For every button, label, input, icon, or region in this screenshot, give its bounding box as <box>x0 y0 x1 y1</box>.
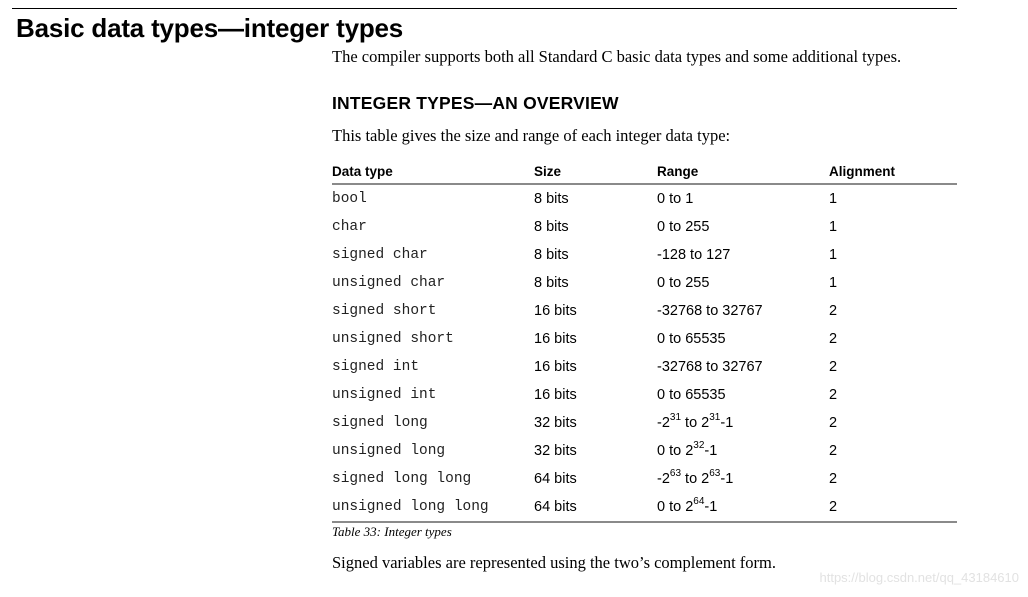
cell-size: 64 bits <box>534 493 657 522</box>
cell-size: 16 bits <box>534 331 577 347</box>
top-rule <box>12 8 957 9</box>
table-row <box>332 381 957 409</box>
cell-range: 0 to 1 <box>657 191 694 207</box>
table-row <box>332 297 957 325</box>
table-row <box>332 409 957 437</box>
cell-alignment: 2 <box>829 415 838 431</box>
cell-range: 0 to 255 <box>657 275 710 291</box>
cell-alignment: 2 <box>829 493 957 522</box>
cell-range: -32768 to 32767 <box>657 303 763 319</box>
cell-alignment: 2 <box>829 387 838 403</box>
table-row <box>332 325 957 353</box>
watermark-url: https://blog.csdn.net/qq_43184610 <box>819 570 1019 585</box>
cell-alignment: 1 <box>829 275 838 291</box>
cell-size: 8 bits <box>534 191 569 207</box>
cell-alignment: 2 <box>829 359 838 375</box>
integer-types-table <box>332 159 957 523</box>
table-row <box>332 269 957 297</box>
intro-paragraph: The compiler supports both all Standard C basic data types and some additional types. <box>332 47 902 66</box>
header-range: Range <box>657 159 829 184</box>
cell-size: 32 bits <box>534 415 577 431</box>
cell-data-type: bool <box>332 191 367 207</box>
cell-alignment: 2 <box>829 331 838 347</box>
cell-size: 8 bits <box>534 247 569 263</box>
cell-data-type: signed long long <box>332 471 472 487</box>
cell-size: 8 bits <box>534 275 569 291</box>
cell-range: 0 to 255 <box>657 219 710 235</box>
header-alignment: Alignment <box>829 159 957 184</box>
table-header-row <box>332 159 957 184</box>
cell-alignment: 1 <box>829 191 838 207</box>
cell-range: 0 to $2^{64}-1$ <box>657 493 829 522</box>
cell-data-type: unsigned int <box>332 387 437 403</box>
cell-data-type: unsigned long long <box>332 493 534 522</box>
header-data-type: Data type <box>332 159 534 184</box>
section-heading: INTEGER TYPES—AN OVERVIEW <box>332 93 619 113</box>
cell-range: $-2^{63}$ to $2^{63}-1$ <box>657 468 734 487</box>
cell-alignment: 2 <box>829 471 838 487</box>
cell-size: 16 bits <box>534 303 577 319</box>
page-title: Basic data types—integer types <box>16 13 404 43</box>
cell-data-type: char <box>332 219 367 235</box>
cell-range: 0 to 65535 <box>657 387 726 403</box>
table-row <box>332 353 957 381</box>
cell-data-type: signed int <box>332 359 420 375</box>
table-row <box>332 213 957 241</box>
cell-range: $-2^{31}$ to $2^{31}-1$ <box>657 412 734 431</box>
cell-size: 16 bits <box>534 387 577 403</box>
cell-alignment: 2 <box>829 443 838 459</box>
table-row <box>332 465 957 493</box>
cell-alignment: 1 <box>829 247 838 263</box>
closing-paragraph: Signed variables are represented using the two’s complement form. <box>332 553 776 572</box>
table-intro-paragraph: This table gives the size and range of each integer data type: <box>332 126 731 145</box>
header-size: Size <box>534 159 657 184</box>
cell-data-type: unsigned short <box>332 331 454 347</box>
cell-range: -128 to 127 <box>657 247 731 263</box>
table-row <box>332 241 957 269</box>
cell-size: 16 bits <box>534 359 577 375</box>
cell-data-type: unsigned char <box>332 275 446 291</box>
cell-alignment: 1 <box>829 219 838 235</box>
table-row <box>332 437 957 465</box>
cell-size: 8 bits <box>534 219 569 235</box>
table-caption: Table 33: Integer types <box>332 524 452 539</box>
cell-data-type: signed long <box>332 415 428 431</box>
table-row <box>332 184 957 213</box>
cell-size: 32 bits <box>534 443 577 459</box>
table-row <box>332 493 957 522</box>
cell-data-type: signed short <box>332 303 437 319</box>
cell-data-type: unsigned long <box>332 443 446 459</box>
cell-range: 0 to 65535 <box>657 331 726 347</box>
cell-range: 0 to $2^{32}-1$ <box>657 440 718 459</box>
cell-range: -32768 to 32767 <box>657 359 763 375</box>
cell-data-type: signed char <box>332 247 428 263</box>
cell-size: 64 bits <box>534 471 577 487</box>
cell-alignment: 2 <box>829 303 838 319</box>
